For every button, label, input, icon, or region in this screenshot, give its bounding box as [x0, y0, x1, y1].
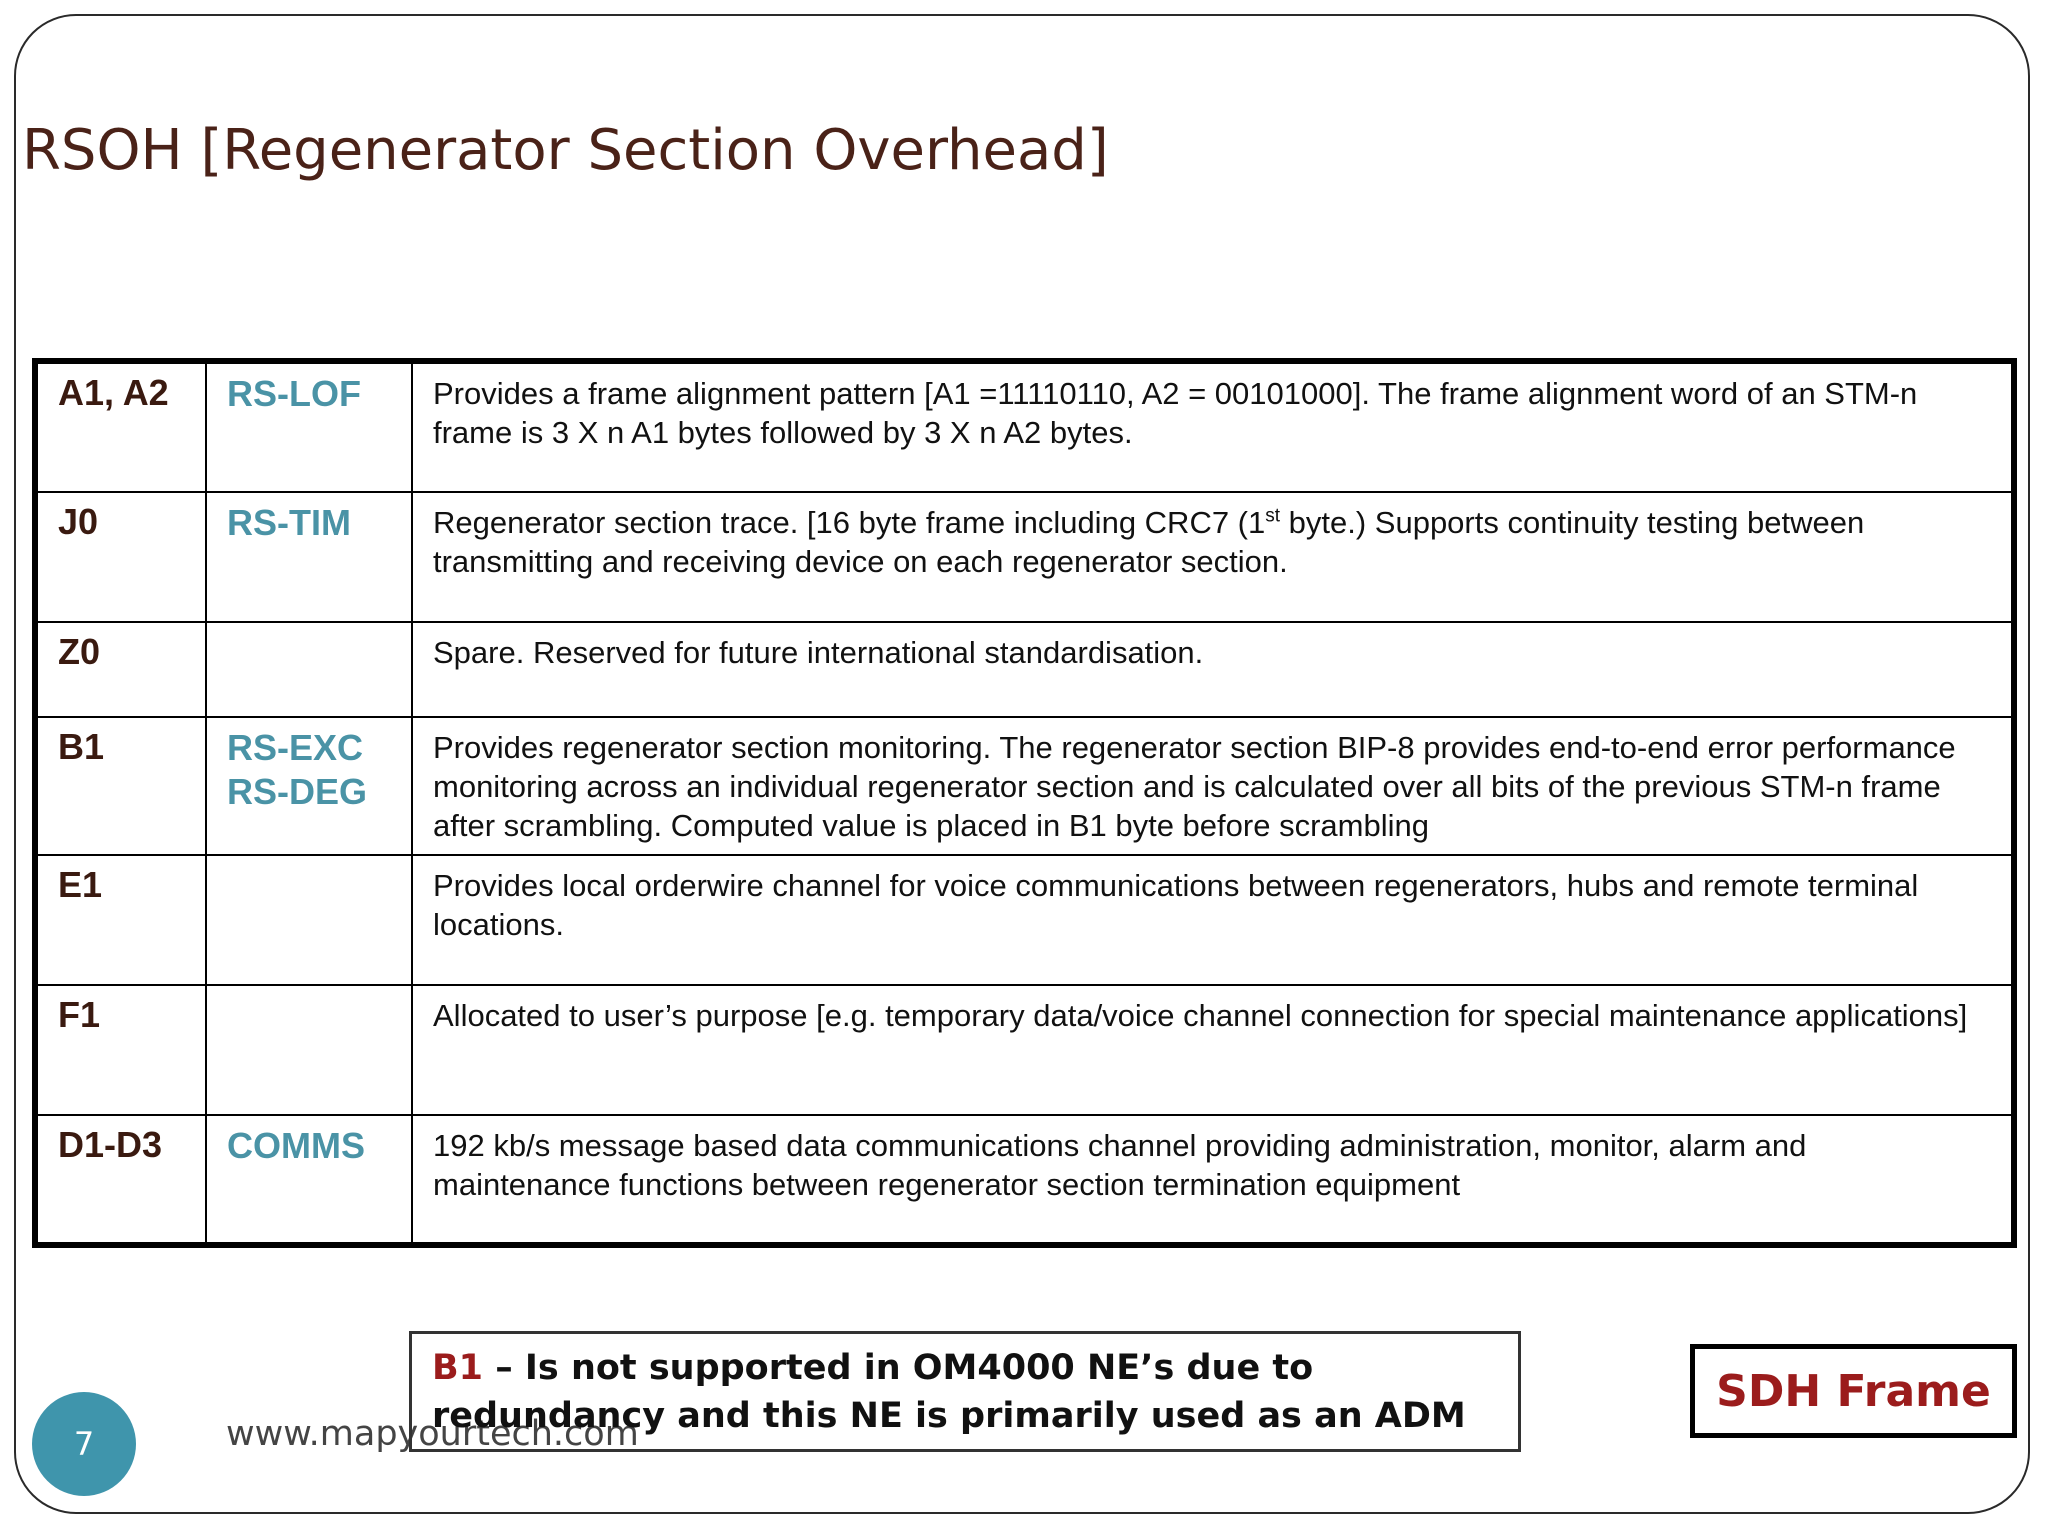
byte-name: D1-D3 — [35, 1115, 206, 1245]
byte-name: Z0 — [35, 622, 206, 717]
alarm-cell — [206, 717, 412, 855]
table-row — [35, 717, 2014, 855]
byte-name: A1, A2 — [35, 361, 206, 492]
ordinal-suffix: st — [1265, 505, 1281, 527]
byte-description: Provides a frame alignment pattern [A1 =11110110, A2 = 00101000]. The frame alignment word of an STM-n frame is 3 X n A1 bytes followed by 3 X n A2 bytes. — [412, 361, 2014, 492]
alarm-name: RS-DEG — [227, 771, 368, 812]
table-row — [35, 1115, 2014, 1245]
byte-description: 192 kb/s message based data communications channel providing administration, monitor, alarm and maintenance functions between regenerator section termination equipment — [412, 1115, 2014, 1245]
note-text: – Is not supported in OM4000 NE’s due to redundancy and this NE is primarily used as an ADM — [432, 1348, 1466, 1436]
table-row — [35, 622, 2014, 717]
byte-name: B1 — [35, 717, 206, 855]
byte-description: Allocated to user’s purpose [e.g. temporary data/voice channel connection for special maintenance applications] — [412, 985, 2014, 1115]
alarm-name: RS-TIM — [227, 502, 351, 543]
website-url: www.mapyourtech.com — [226, 1414, 639, 1454]
note-lead: B1 — [432, 1348, 484, 1388]
sdh-frame-tag: SDH Frame — [1690, 1344, 2017, 1438]
byte-name: J0 — [35, 492, 206, 622]
byte-description — [412, 492, 2014, 622]
byte-name: E1 — [35, 855, 206, 985]
table-row — [35, 985, 2014, 1115]
alarm-cell — [206, 1115, 412, 1245]
slide-title: RSOH [Regenerator Section Overhead] — [22, 118, 1109, 183]
description-text: Regenerator section trace. [16 byte frame including CRC7 (1 — [433, 505, 1266, 540]
alarm-name: RS-LOF — [227, 373, 361, 414]
alarm-cell — [206, 492, 412, 622]
alarm-name: RS-EXC — [227, 727, 364, 768]
alarm-cell — [206, 361, 412, 492]
byte-description: Provides regenerator section monitoring. The regenerator section BIP-8 provides end-to-end error performance monitoring across an individual regenerator section and is calculated over all bits of the previous STM-n frame after scrambling. Computed value is placed in B1 byte before scrambling — [412, 717, 2014, 855]
alarm-name: COMMS — [227, 1125, 365, 1166]
alarm-cell — [206, 985, 412, 1115]
table-row — [35, 361, 2014, 492]
overhead-table — [32, 358, 2017, 1248]
table-row — [35, 492, 2014, 622]
note-box — [409, 1331, 1521, 1452]
table-row — [35, 855, 2014, 985]
byte-description: Spare. Reserved for future international standardisation. — [412, 622, 2014, 717]
page-number-badge: 7 — [32, 1392, 136, 1496]
description-text: byte.) Supports continuity testing between transmitting and receiving device on each regenerator section. — [433, 505, 1865, 579]
alarm-cell — [206, 622, 412, 717]
byte-name: F1 — [35, 985, 206, 1115]
byte-description: Provides local orderwire channel for voice communications between regenerators, hubs and remote terminal locations. — [412, 855, 2014, 985]
alarm-cell — [206, 855, 412, 985]
